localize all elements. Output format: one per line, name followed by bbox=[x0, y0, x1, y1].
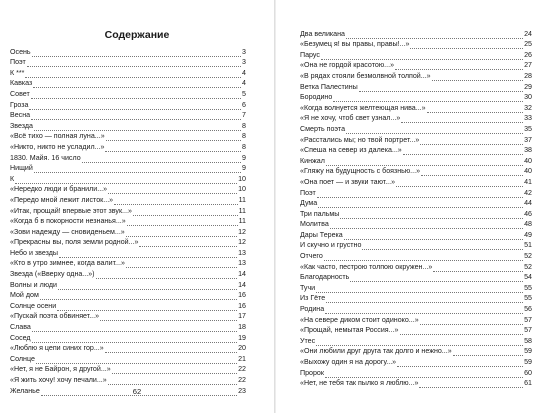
toc-entry-page: 14 bbox=[238, 280, 246, 289]
toc-entry-page: 30 bbox=[524, 93, 532, 102]
toc-entry-title: Звезда («Вверху одна...») bbox=[10, 270, 95, 279]
toc-entry-page: 14 bbox=[238, 270, 246, 279]
toc-entry bbox=[300, 250, 532, 261]
toc-entry bbox=[10, 237, 246, 248]
toc-entry bbox=[10, 311, 246, 322]
toc-entry-title: «Безумец я! вы правы, правы!...» bbox=[300, 40, 410, 49]
dot-leader bbox=[108, 186, 237, 194]
toc-entry-title: Три пальмы bbox=[300, 209, 340, 218]
toc-entry-page: 19 bbox=[238, 333, 246, 342]
dot-leader bbox=[453, 348, 523, 356]
toc-entry-page: 46 bbox=[524, 209, 532, 218]
dot-leader bbox=[427, 105, 524, 113]
dot-leader bbox=[419, 380, 523, 388]
toc-entry-page: 8 bbox=[242, 132, 246, 141]
toc-entry-title: «Итак, прощай! впервые этот звук...» bbox=[10, 206, 132, 215]
toc-entry bbox=[10, 67, 246, 78]
toc-entry bbox=[300, 198, 532, 209]
toc-entry-page: 55 bbox=[524, 283, 532, 292]
toc-entry-title: 1830. Майя. 16 число bbox=[10, 153, 81, 162]
toc-entry bbox=[10, 321, 246, 332]
toc-entry-page: 27 bbox=[524, 61, 532, 70]
toc-entry-page: 10 bbox=[238, 185, 246, 194]
toc-entry-page: 51 bbox=[524, 241, 532, 250]
toc-entry-page: 7 bbox=[242, 111, 246, 120]
dot-leader bbox=[96, 271, 238, 279]
toc-entry bbox=[300, 39, 532, 50]
toc-entry bbox=[300, 314, 532, 325]
toc-entry-page: 41 bbox=[524, 177, 532, 186]
dot-leader bbox=[29, 102, 241, 110]
toc-entry-title: Кавказ bbox=[10, 79, 33, 88]
dot-leader bbox=[344, 232, 523, 240]
toc-entry-title: «В рядах стояли безмолвной толпой...» bbox=[300, 71, 431, 80]
toc-entry bbox=[10, 364, 246, 375]
toc-entry bbox=[300, 176, 532, 187]
toc-entry-page: 29 bbox=[524, 82, 532, 91]
toc-entry-title: «Как часто, пестрою толпою окружен...» bbox=[300, 262, 433, 271]
toc-entry-title: Кинжал bbox=[300, 156, 325, 165]
toc-entry-title: Тучи bbox=[300, 283, 316, 292]
toc-entry-page: 57 bbox=[524, 326, 532, 335]
toc-entry-page: 6 bbox=[242, 100, 246, 109]
toc-entry-title: «Пускай поэта обвиняет...» bbox=[10, 312, 100, 321]
toc-entry-title: Небо и звезды bbox=[10, 248, 58, 257]
toc-entry bbox=[10, 88, 246, 99]
dot-leader bbox=[316, 338, 523, 346]
toc-list-right bbox=[300, 28, 532, 388]
toc-entry-page: 58 bbox=[524, 336, 532, 345]
toc-entry-page: 49 bbox=[524, 230, 532, 239]
toc-entry-title: «Выхожу один я на дорогу...» bbox=[300, 358, 397, 366]
toc-entry-page: 17 bbox=[238, 312, 246, 321]
dot-leader bbox=[325, 306, 523, 314]
toc-entry bbox=[10, 120, 246, 131]
toc-entry-title: «Спеша на север из далека...» bbox=[300, 146, 402, 155]
dot-leader bbox=[395, 62, 523, 70]
dot-leader bbox=[27, 59, 241, 67]
toc-entry bbox=[10, 279, 246, 290]
toc-entry bbox=[300, 81, 532, 92]
toc-entry bbox=[10, 258, 246, 269]
toc-entry bbox=[300, 208, 532, 219]
dot-leader bbox=[433, 264, 523, 272]
toc-entry-page: 21 bbox=[238, 354, 246, 363]
toc-entry-title: «Нередко люди и бранили...» bbox=[10, 185, 108, 194]
dot-leader bbox=[362, 242, 523, 250]
toc-entry bbox=[300, 102, 532, 113]
toc-entry-page: 8 bbox=[242, 142, 246, 151]
dot-leader bbox=[330, 221, 523, 229]
toc-entry bbox=[10, 300, 246, 311]
toc-entry-page: 59 bbox=[524, 347, 532, 356]
toc-entry-title: «Нет, я не Байрон, я другой...» bbox=[10, 365, 111, 374]
dot-leader bbox=[432, 73, 523, 81]
dot-leader bbox=[106, 133, 241, 141]
toc-entry bbox=[300, 166, 532, 177]
dot-leader bbox=[326, 295, 523, 303]
toc-entry-title: «Она поет — и звуки тают...» bbox=[300, 177, 396, 186]
toc-entry-page: 37 bbox=[524, 135, 532, 144]
dot-leader bbox=[317, 190, 523, 198]
toc-entry-title: «Люблю я цепи синих гор...» bbox=[10, 344, 104, 353]
toc-entry-title: Звезда bbox=[10, 121, 33, 130]
toc-entry bbox=[300, 303, 532, 314]
toc-entry-title: «Гляжу на будущность с боязнью...» bbox=[300, 167, 421, 176]
dot-leader bbox=[350, 274, 523, 282]
toc-entry-page: 9 bbox=[242, 153, 246, 162]
toc-entry-page: 12 bbox=[238, 227, 246, 236]
toc-entry bbox=[300, 113, 532, 124]
toc-entry-page: 3 bbox=[242, 47, 246, 56]
dot-leader bbox=[31, 91, 241, 99]
dot-leader bbox=[34, 165, 241, 173]
toc-entry-title: Ветка Палестины bbox=[300, 82, 358, 91]
dot-leader bbox=[318, 200, 523, 208]
toc-entry-page: 23 bbox=[238, 386, 246, 395]
toc-entry bbox=[10, 332, 246, 343]
toc-entry-title: «Всё тихо — полная луна...» bbox=[10, 132, 105, 141]
toc-entry-page: 55 bbox=[524, 294, 532, 303]
toc-entry-page: 60 bbox=[524, 368, 532, 377]
dot-leader bbox=[100, 313, 237, 321]
toc-entry-page: 11 bbox=[238, 206, 246, 215]
toc-entry-title: Волны и люди bbox=[10, 280, 57, 289]
dot-leader bbox=[139, 239, 237, 247]
toc-entry bbox=[300, 187, 532, 198]
dot-leader bbox=[324, 253, 523, 261]
toc-entry-title: К bbox=[10, 174, 15, 183]
toc-entry-title: К *** bbox=[10, 68, 25, 77]
dot-leader bbox=[33, 80, 241, 88]
toc-entry bbox=[10, 131, 246, 142]
toc-entry-title: Солнце bbox=[10, 354, 35, 363]
toc-entry-page: 59 bbox=[524, 358, 532, 366]
toc-entry bbox=[300, 293, 532, 304]
toc-entry bbox=[10, 152, 246, 163]
toc-entry-title: Осень bbox=[10, 47, 31, 56]
toc-entry-page: 35 bbox=[524, 124, 532, 133]
toc-entry-page: 11 bbox=[238, 217, 246, 226]
dot-leader bbox=[133, 208, 238, 216]
toc-entry-page: 3 bbox=[242, 58, 246, 67]
toc-entry-page: 38 bbox=[524, 146, 532, 155]
toc-entry bbox=[10, 343, 246, 354]
toc-entry-title: Весна bbox=[10, 111, 31, 120]
toc-entry-title: «Она не гордой красотою...» bbox=[300, 61, 395, 70]
toc-entry-page: 52 bbox=[524, 262, 532, 271]
dot-leader bbox=[112, 366, 237, 374]
toc-entry bbox=[300, 219, 532, 230]
toc-entry bbox=[10, 290, 246, 301]
toc-entry-page: 18 bbox=[238, 323, 246, 332]
toc-entry bbox=[300, 49, 532, 60]
toc-entry-page: 54 bbox=[524, 273, 532, 282]
toc-entry-title: Дары Терека bbox=[300, 230, 343, 239]
dot-leader bbox=[105, 144, 241, 152]
toc-entry bbox=[300, 134, 532, 145]
toc-entry-page: 24 bbox=[524, 29, 532, 38]
toc-entry-title: Дума bbox=[300, 199, 318, 208]
toc-entry-title: Нищий bbox=[10, 164, 33, 173]
dot-leader bbox=[105, 345, 237, 353]
toc-entry bbox=[300, 356, 532, 367]
toc-entry-title: «Кто в утро зимнее, когда валит...» bbox=[10, 259, 125, 268]
toc-entry-page: 61 bbox=[524, 379, 532, 388]
dot-leader bbox=[25, 70, 241, 78]
toc-entry bbox=[300, 261, 532, 272]
toc-entry-title: «Нет, не тебя так пылко я люблю...» bbox=[300, 379, 419, 388]
toc-entry-page: 28 bbox=[524, 71, 532, 80]
toc-entry-page: 40 bbox=[524, 156, 532, 165]
toc-entry-page: 16 bbox=[238, 301, 246, 310]
toc-entry bbox=[10, 141, 246, 152]
toc-entry-title: «Прекрасны вы, поля земли родной...» bbox=[10, 238, 139, 247]
page-number: 62 bbox=[132, 387, 142, 396]
dot-leader bbox=[57, 303, 237, 311]
toc-entry-title: «Зови надежду — сновиденьем...» bbox=[10, 227, 125, 236]
toc-entry-title: Гроза bbox=[10, 100, 29, 109]
toc-entry-page: 10 bbox=[238, 174, 246, 183]
toc-entry-page: 33 bbox=[524, 114, 532, 123]
toc-entry bbox=[300, 70, 532, 81]
toc-entry-title: «Когда волнуется желтеющая нива...» bbox=[300, 103, 426, 112]
dot-leader bbox=[397, 359, 523, 367]
dot-leader bbox=[340, 211, 523, 219]
toc-entry-page: 56 bbox=[524, 305, 532, 314]
left-page bbox=[0, 0, 274, 413]
dot-leader bbox=[421, 168, 523, 176]
toc-entry-page: 13 bbox=[238, 259, 246, 268]
toc-entry-page: 42 bbox=[524, 188, 532, 197]
toc-entry-page: 22 bbox=[238, 376, 246, 384]
dot-leader bbox=[346, 126, 523, 134]
dot-leader bbox=[396, 179, 523, 187]
dot-leader bbox=[400, 327, 524, 335]
toc-entry-page: 44 bbox=[524, 199, 532, 208]
toc-entry bbox=[10, 78, 246, 89]
toc-entry bbox=[300, 145, 532, 156]
dot-leader bbox=[15, 176, 237, 184]
toc-entry bbox=[300, 240, 532, 251]
toc-entry-page: 48 bbox=[524, 220, 532, 229]
toc-entry bbox=[300, 378, 532, 389]
dot-leader bbox=[126, 260, 237, 268]
dot-leader bbox=[325, 370, 523, 378]
toc-entry bbox=[10, 110, 246, 121]
toc-entry-page: 8 bbox=[242, 121, 246, 130]
toc-entry-title: Бородино bbox=[300, 93, 333, 102]
toc-entry bbox=[10, 205, 246, 216]
dot-leader bbox=[316, 285, 523, 293]
dot-leader bbox=[321, 52, 523, 60]
dot-leader bbox=[359, 84, 523, 92]
toc-entry-title: «Передо мной лежит листок...» bbox=[10, 195, 114, 204]
dot-leader bbox=[32, 49, 241, 57]
toc-entry-page: 40 bbox=[524, 167, 532, 176]
dot-leader bbox=[40, 292, 237, 300]
page-title: Содержание bbox=[104, 29, 170, 41]
toc-entry-page: 22 bbox=[238, 365, 246, 374]
toc-list-left bbox=[10, 46, 246, 396]
toc-entry-page: 4 bbox=[242, 79, 246, 88]
toc-entry-page: 20 bbox=[238, 344, 246, 353]
toc-entry-title: Из Гёте bbox=[300, 294, 326, 303]
dot-leader bbox=[420, 317, 523, 325]
toc-entry bbox=[300, 60, 532, 71]
toc-entry-page: 26 bbox=[524, 50, 532, 59]
toc-entry-title: Родина bbox=[300, 305, 325, 314]
dot-leader bbox=[346, 31, 523, 39]
dot-leader bbox=[403, 147, 523, 155]
toc-entry bbox=[10, 247, 246, 258]
toc-entry-title: «Никто, никто не усладил...» bbox=[10, 142, 105, 151]
toc-entry-title: Солнце осени bbox=[10, 301, 57, 310]
toc-entry bbox=[300, 367, 532, 378]
dot-leader bbox=[114, 197, 238, 205]
toc-entry-title: «Расстались мы; но твой портрет...» bbox=[300, 135, 420, 144]
toc-entry-title: Отчего bbox=[300, 252, 323, 261]
toc-entry-page: 4 bbox=[242, 68, 246, 77]
toc-entry-title: Смерть поэта bbox=[300, 124, 346, 133]
toc-entry-page: 5 bbox=[242, 89, 246, 98]
toc-entry-title: Два великана bbox=[300, 29, 345, 38]
toc-entry bbox=[300, 229, 532, 240]
toc-entry bbox=[10, 173, 246, 184]
toc-entry bbox=[300, 346, 532, 357]
dot-leader bbox=[58, 282, 237, 290]
toc-entry-page: 52 bbox=[524, 252, 532, 261]
toc-entry bbox=[300, 92, 532, 103]
toc-entry-title: «Я жить хочу! хочу печали...» bbox=[10, 376, 107, 384]
toc-entry-title: И скучно и грустно bbox=[300, 241, 362, 250]
toc-entry-page: 13 bbox=[238, 248, 246, 257]
toc-entry bbox=[300, 28, 532, 39]
dot-leader bbox=[36, 356, 237, 364]
toc-entry-title: «Я не хочу, чтоб свет узнал...» bbox=[300, 114, 401, 123]
toc-entry bbox=[10, 163, 246, 174]
toc-entry bbox=[10, 268, 246, 279]
toc-entry-title: Сосед bbox=[10, 333, 31, 342]
toc-entry bbox=[300, 155, 532, 166]
dot-leader bbox=[59, 250, 237, 258]
dot-leader bbox=[333, 94, 523, 102]
toc-entry-title: Пророк bbox=[300, 368, 324, 377]
dot-leader bbox=[401, 115, 523, 123]
toc-entry bbox=[300, 325, 532, 336]
toc-entry-page: 57 bbox=[524, 315, 532, 324]
dot-leader bbox=[410, 41, 523, 49]
toc-entry-title: Поэт bbox=[10, 58, 26, 67]
toc-entry bbox=[300, 335, 532, 346]
dot-leader bbox=[34, 123, 241, 131]
toc-entry-title: Молитва bbox=[300, 220, 329, 229]
toc-entry-title: «Они любили друг друга так долго и нежно...» bbox=[300, 347, 452, 356]
right-page bbox=[276, 0, 550, 413]
toc-entry-page: 9 bbox=[242, 164, 246, 173]
toc-entry bbox=[10, 99, 246, 110]
dot-leader bbox=[32, 335, 238, 343]
dot-leader bbox=[32, 324, 237, 332]
toc-entry-title: «Когда б в покорности незнанья...» bbox=[10, 217, 126, 226]
toc-entry-title: Поэт bbox=[300, 188, 316, 197]
toc-entry bbox=[300, 123, 532, 134]
toc-entry-title: Мой дом bbox=[10, 291, 39, 300]
toc-entry bbox=[10, 216, 246, 227]
toc-entry-page: 25 bbox=[524, 40, 532, 49]
toc-entry bbox=[10, 46, 246, 57]
dot-leader bbox=[31, 112, 241, 120]
toc-entry-page: 11 bbox=[238, 195, 246, 204]
toc-entry-page: 32 bbox=[524, 103, 532, 112]
toc-entry-title: Благодарность bbox=[300, 273, 350, 282]
toc-entry bbox=[300, 282, 532, 293]
toc-entry-title: Совет bbox=[10, 89, 30, 98]
toc-entry-title: «На севере диком стоит одиноко...» bbox=[300, 315, 419, 324]
toc-entry-title: Слава bbox=[10, 323, 31, 332]
dot-leader bbox=[127, 218, 238, 226]
toc-entry-title: Желанье bbox=[10, 386, 40, 395]
toc-entry bbox=[10, 194, 246, 205]
toc-entry bbox=[10, 374, 246, 385]
toc-entry bbox=[300, 272, 532, 283]
toc-entry bbox=[10, 226, 246, 237]
toc-entry-title: Утес bbox=[300, 336, 316, 345]
dot-leader bbox=[420, 137, 523, 145]
toc-entry-page: 12 bbox=[238, 238, 246, 247]
dot-leader bbox=[82, 155, 241, 163]
dot-leader bbox=[108, 377, 237, 385]
toc-entry-title: «Прощай, немытая Россия...» bbox=[300, 326, 399, 335]
toc-entry bbox=[10, 184, 246, 195]
toc-entry bbox=[10, 353, 246, 364]
toc-entry-title: Парус bbox=[300, 50, 320, 59]
toc-entry-page: 16 bbox=[238, 291, 246, 300]
toc-entry bbox=[10, 57, 246, 68]
dot-leader bbox=[326, 158, 523, 166]
dot-leader bbox=[126, 229, 237, 237]
